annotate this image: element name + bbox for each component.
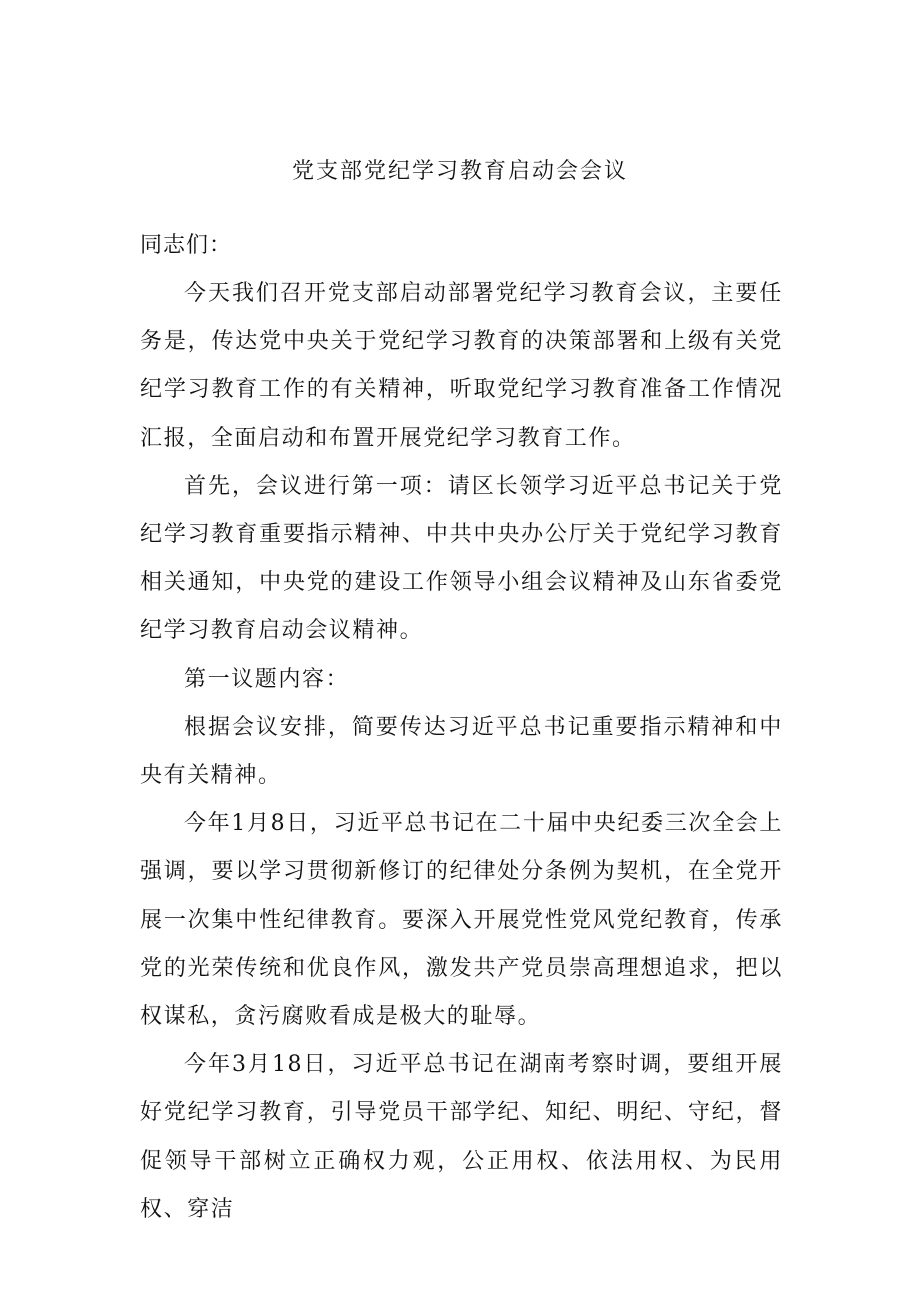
- salutation: 同志们：: [140, 233, 233, 258]
- paragraph-january-speech: 今年1月8日，习近平总书记在二十届中央纪委三次全会上强调，要以学习贯彻新修订的纪律处分条例为契机，在全党开展一次集中性纪律教育。要深入开展党性党风党纪教育，传承党的光荣传统和优良作风，激发共产党员崇高理想追求，把以权谋私，贪污腐败看成是极大的耻辱。: [140, 811, 783, 1030]
- paragraph-march-inspection: 今年3月18日，习近平总书记在湖南考察时调，要组开展好党纪学习教育，引导党员干部学纪、知纪、明纪、守纪，督促领导干部树立正确权力观，公正用权、依法用权、为民用权、穿洁: [140, 1052, 783, 1222]
- paragraph-arrangement: 根据会议安排，简要传达习近平总书记重要指示精神和中央有关精神。: [140, 714, 783, 789]
- paragraph-first-item: 首先，会议进行第一项：请区长领学习近平总书记关于党纪学习教育重要指示精神、中共中央办公厅关于党纪学习教育相关通知，中央党的建设工作领导小组会议精神及山东省委党纪学习教育启动会议精神。: [140, 473, 783, 644]
- paragraph-first-topic-heading: 第一议题内容：: [184, 666, 350, 692]
- document-body: [140, 222, 783, 1234]
- document-title: 党支部党纪学习教育启动会会议: [291, 159, 628, 184]
- paragraph-opening: 今天我们召开党支部启动部署党纪学习教育会议，主要任务是，传达党中央关于党纪学习教育的决策部署和上级有关党纪学习教育工作的有关精神，听取党纪学习教育准备工作情况汇报，全面启动和布置开展党纪学习教育工作。: [140, 281, 783, 451]
